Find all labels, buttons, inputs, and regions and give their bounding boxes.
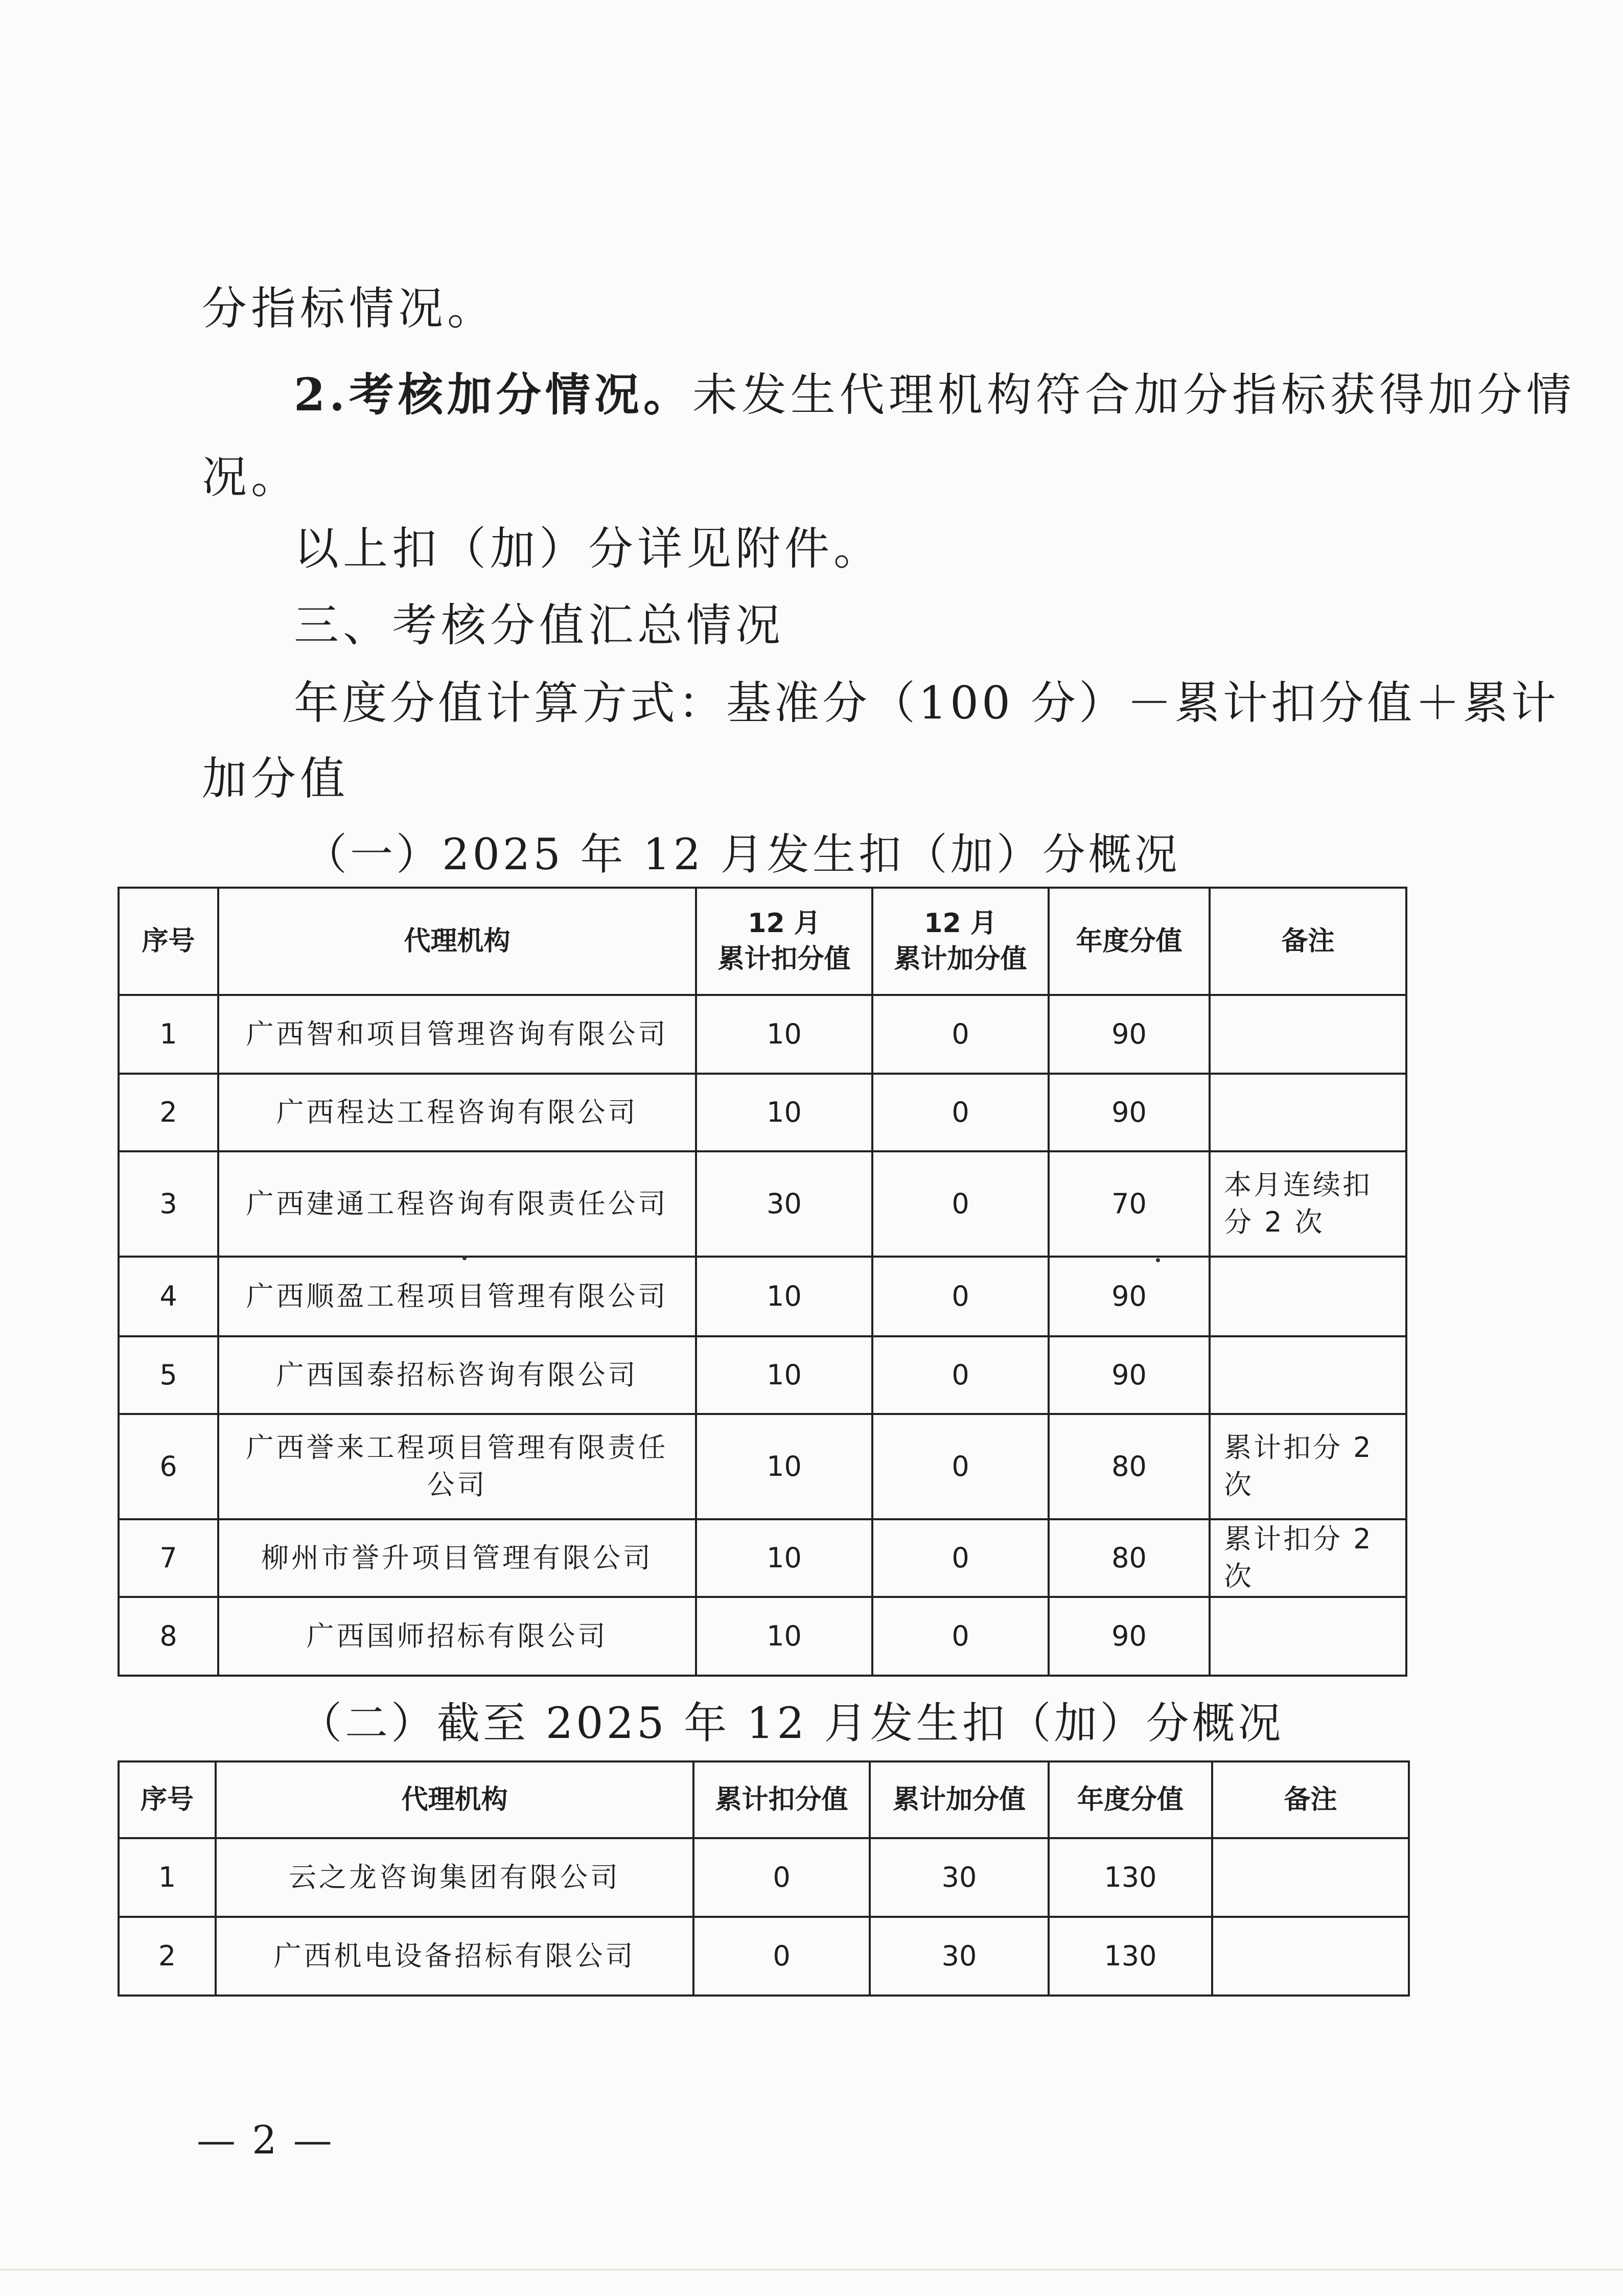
cell-agency: 广西国泰招标咨询有限公司 (218, 1336, 696, 1414)
cell-deduct: 30 (696, 1151, 872, 1257)
cell-agency: 广西机电设备招标有限公司 (216, 1917, 693, 1996)
item2-text: 未发生代理机构符合加分指标获得加分情 (692, 368, 1575, 421)
table-row (119, 1336, 1406, 1414)
cell-add: 0 (872, 1519, 1049, 1597)
cell-remark (1212, 1917, 1409, 1996)
cell-agency: 广西程达工程咨询有限公司 (218, 1074, 696, 1151)
table1-caption: （一）2025 年 12 月发生扣（加）分概况 (304, 829, 1180, 879)
cell-remark (1210, 995, 1406, 1074)
cell-remark: 累计扣分 2 次 (1210, 1519, 1406, 1597)
scan-speck (462, 1256, 467, 1260)
cell-annual: 130 (1049, 1917, 1212, 1996)
page-number: — 2 — (197, 2117, 334, 2163)
cell-agency: 广西顺盈工程项目管理有限公司 (218, 1257, 696, 1336)
cell-add: 0 (872, 1597, 1049, 1676)
table-row (119, 1519, 1406, 1597)
cell-remark (1210, 1597, 1406, 1676)
header-deduct: 12 月 累计扣分值 (696, 888, 872, 995)
cell-add: 0 (872, 1336, 1049, 1414)
table-row (119, 1151, 1406, 1257)
cell-annual: 90 (1049, 995, 1210, 1074)
cell-annual: 70 (1049, 1151, 1210, 1257)
cell-agency: 广西智和项目管理咨询有限公司 (218, 995, 696, 1074)
cell-agency: 柳州市誉升项目管理有限公司 (218, 1519, 696, 1597)
cell-annual: 80 (1049, 1414, 1210, 1519)
cell-remark: 累计扣分 2 次 (1210, 1414, 1406, 1519)
section3-title: 三、考核分值汇总情况 (294, 599, 785, 652)
item2-paragraph (294, 368, 1575, 421)
header-agency: 代理机构 (218, 888, 696, 995)
cell-add: 0 (872, 995, 1049, 1074)
table-row (119, 1917, 1409, 1996)
table-row (119, 1074, 1406, 1151)
cell-index: 3 (119, 1151, 218, 1257)
cell-deduct: 10 (696, 1074, 872, 1151)
cell-add: 0 (872, 1257, 1049, 1336)
cell-remark (1212, 1838, 1409, 1917)
cell-deduct: 10 (696, 1597, 872, 1676)
cell-add: 0 (872, 1074, 1049, 1151)
cell-add: 0 (872, 1414, 1049, 1519)
detail-note: 以上扣（加）分详见附件。 (294, 522, 883, 575)
cell-agency: 广西建通工程咨询有限责任公司 (218, 1151, 696, 1257)
cell-remark (1210, 1336, 1406, 1414)
cell-remark: 本月连续扣 分 2 次 (1210, 1151, 1406, 1257)
cell-agency: 云之龙咨询集团有限公司 (216, 1838, 693, 1917)
table1 (118, 887, 1407, 1677)
cell-index: 2 (119, 1074, 218, 1151)
table2-caption: （二）截至 2025 年 12 月发生扣（加）分概况 (299, 1698, 1284, 1748)
header-remark: 备注 (1212, 1761, 1409, 1838)
cell-annual: 90 (1049, 1074, 1210, 1151)
table2-header-row (119, 1761, 1409, 1838)
cell-agency: 广西国师招标有限公司 (218, 1597, 696, 1676)
scan-speck (1156, 1258, 1160, 1262)
cell-deduct: 10 (696, 1257, 872, 1336)
header-add: 累计加分值 (870, 1761, 1049, 1838)
cell-deduct: 10 (696, 995, 872, 1074)
item2-continuation: 况。 (202, 451, 300, 503)
cell-index: 8 (119, 1597, 218, 1676)
header-add: 12 月 累计加分值 (872, 888, 1049, 995)
formula-line-1: 年度分值计算方式：基准分（100 分）－累计扣分值＋累计 (294, 677, 1559, 729)
cell-deduct: 0 (693, 1838, 870, 1917)
table1-header-row (119, 888, 1406, 995)
cell-annual: 90 (1049, 1336, 1210, 1414)
cell-add: 30 (870, 1838, 1049, 1917)
cell-deduct: 10 (696, 1519, 872, 1597)
header-index: 序号 (119, 888, 218, 995)
cell-index: 1 (119, 995, 218, 1074)
table2 (118, 1760, 1410, 1997)
cell-index: 2 (119, 1917, 216, 1996)
table-row (119, 1414, 1406, 1519)
cell-remark (1210, 1074, 1406, 1151)
header-annual: 年度分值 (1049, 888, 1210, 995)
cell-index: 6 (119, 1414, 218, 1519)
cell-add: 30 (870, 1917, 1049, 1996)
scan-edge (0, 2269, 1623, 2270)
cell-index: 4 (119, 1257, 218, 1336)
cell-index: 5 (119, 1336, 218, 1414)
cell-deduct: 10 (696, 1336, 872, 1414)
cell-deduct: 0 (693, 1917, 870, 1996)
cell-index: 7 (119, 1519, 218, 1597)
cell-annual: 80 (1049, 1519, 1210, 1597)
text-line-1: 分指标情况。 (202, 282, 497, 335)
item2-title: 2.考核加分情况。 (294, 368, 692, 421)
table-row (119, 1597, 1406, 1676)
table-row (119, 995, 1406, 1074)
cell-deduct: 10 (696, 1414, 872, 1519)
header-index: 序号 (119, 1761, 216, 1838)
formula-line-2: 加分值 (202, 752, 350, 805)
header-annual: 年度分值 (1049, 1761, 1212, 1838)
header-remark: 备注 (1210, 888, 1406, 995)
cell-index: 1 (119, 1838, 216, 1917)
cell-agency: 广西誉来工程项目管理有限责任 公司 (218, 1414, 696, 1519)
table-row (119, 1257, 1406, 1336)
header-deduct: 累计扣分值 (693, 1761, 870, 1838)
cell-remark (1210, 1257, 1406, 1336)
cell-annual: 130 (1049, 1838, 1212, 1917)
table-row (119, 1838, 1409, 1917)
cell-annual: 90 (1049, 1257, 1210, 1336)
cell-annual: 90 (1049, 1597, 1210, 1676)
header-agency: 代理机构 (216, 1761, 693, 1838)
cell-add: 0 (872, 1151, 1049, 1257)
